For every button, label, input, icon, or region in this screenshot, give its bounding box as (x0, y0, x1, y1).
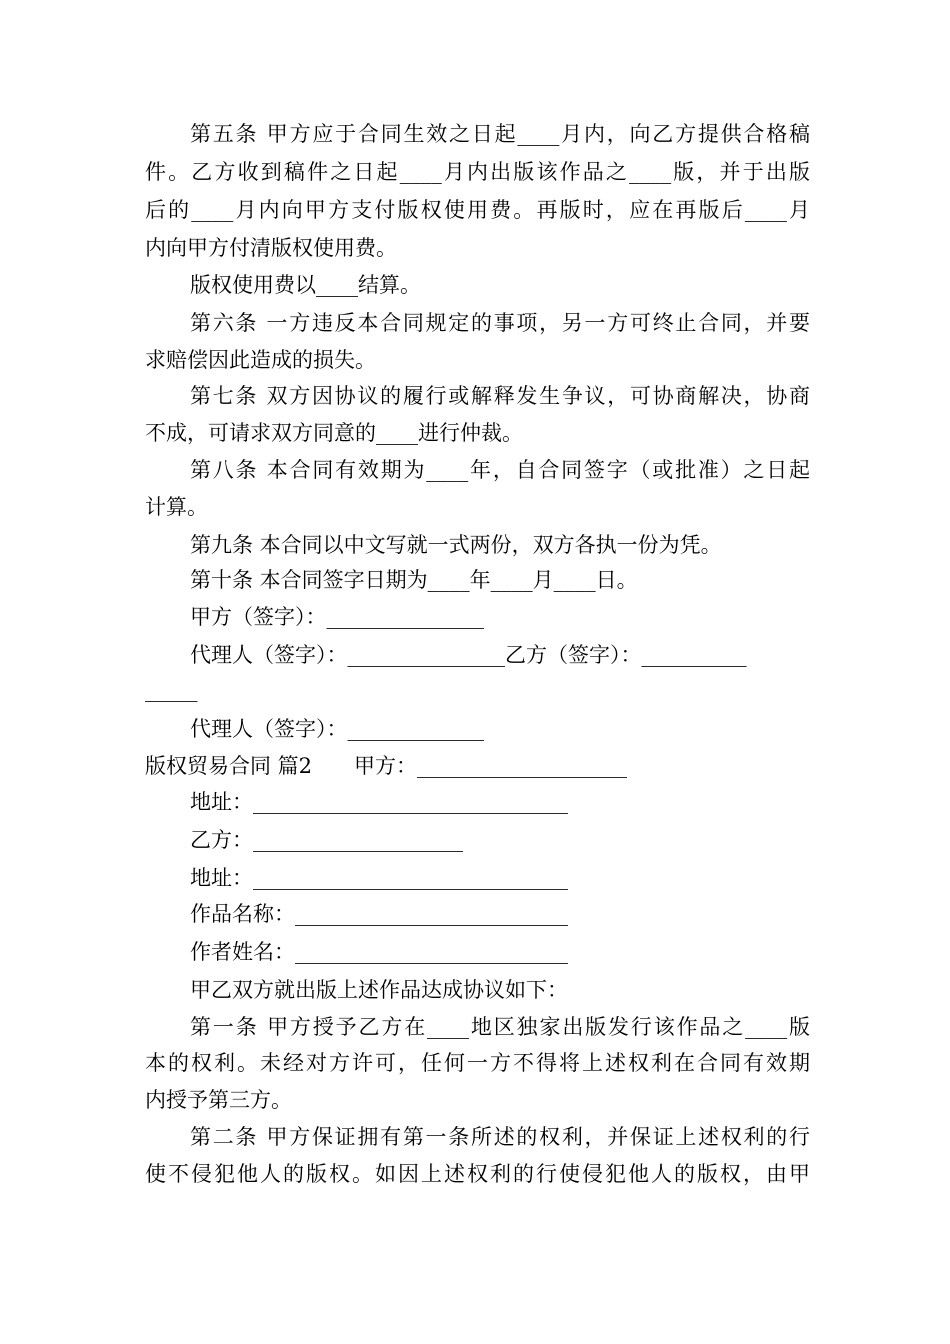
party-b-line: 乙方：____________________ (190, 828, 463, 852)
clause-8-line-2: 计算。 (145, 495, 208, 519)
clause-7-line-2: 不成，可请求双方同意的____进行仲裁。 (145, 421, 523, 445)
clause-10-line: 第十条 本合同签字日期为____年____月____日。 (190, 568, 638, 592)
royalty-settlement-line: 版权使用费以____结算。 (190, 273, 421, 297)
clause-7-line-1: 第七条 双方因协议的履行或解释发生争议，可协商解决，协商 (190, 384, 810, 408)
contract-2-heading-line: 版权贸易合同 篇2 甲方：____________________ (145, 754, 628, 778)
clause-6-line-1: 第六条 一方违反本合同规定的事项，另一方可终止合同，并要 (190, 311, 810, 335)
signature-underline-continuation: _____ (145, 678, 198, 702)
clause-5-line-1: 第五条 甲方应于合同生效之日起____月内，向乙方提供合格稿 (190, 122, 810, 146)
clause-2-line-1: 第二条 甲方保证拥有第一条所述的权利，并保证上述权利的行 (190, 1125, 810, 1149)
agreement-intro-line: 甲乙双方就出版上述作品达成协议如下： (190, 978, 568, 1002)
clause-5-line-2: 件。乙方收到稿件之日起____月内出版该作品之____版，并于出版 (145, 160, 810, 184)
clause-9-line: 第九条 本合同以中文写就一式两份，双方各执一份为凭。 (190, 533, 722, 557)
agent-signature-line: 代理人（签字）：_____________ (190, 717, 484, 741)
party-a-signature-line: 甲方（签字）：_______________ (190, 605, 484, 629)
author-name-line: 作者姓名：__________________________ (190, 940, 568, 964)
clause-5-line-3: 后的____月内向甲方支付版权使用费。再版时，应在再版后____月 (145, 198, 810, 222)
clause-8-line-1: 第八条 本合同有效期为____年，自合同签字（或批准）之日起 (190, 458, 810, 482)
party-a-address-line: 地址：______________________________ (190, 790, 568, 814)
clause-2-line-2: 使不侵犯他人的版权。如因上述权利的行使侵犯他人的版权，由甲 (145, 1162, 810, 1186)
work-title-line: 作品名称：__________________________ (190, 902, 568, 926)
clause-5-line-4: 内向甲方付清版权使用费。 (145, 236, 397, 260)
clause-1-line-2: 本的权利。未经对方许可，任何一方不得将上述权利在合同有效期 (145, 1051, 810, 1075)
clause-1-line-1: 第一条 甲方授予乙方在____地区独家出版发行该作品之____版 (190, 1015, 810, 1039)
clause-6-line-2: 求赔偿因此造成的损失。 (145, 348, 376, 372)
clause-1-line-3: 内授予第三方。 (145, 1088, 292, 1112)
party-b-address-line: 地址：______________________________ (190, 866, 568, 890)
agent-and-party-b-signature-line: 代理人（签字）：_______________乙方（签字）：__________ (190, 643, 747, 667)
